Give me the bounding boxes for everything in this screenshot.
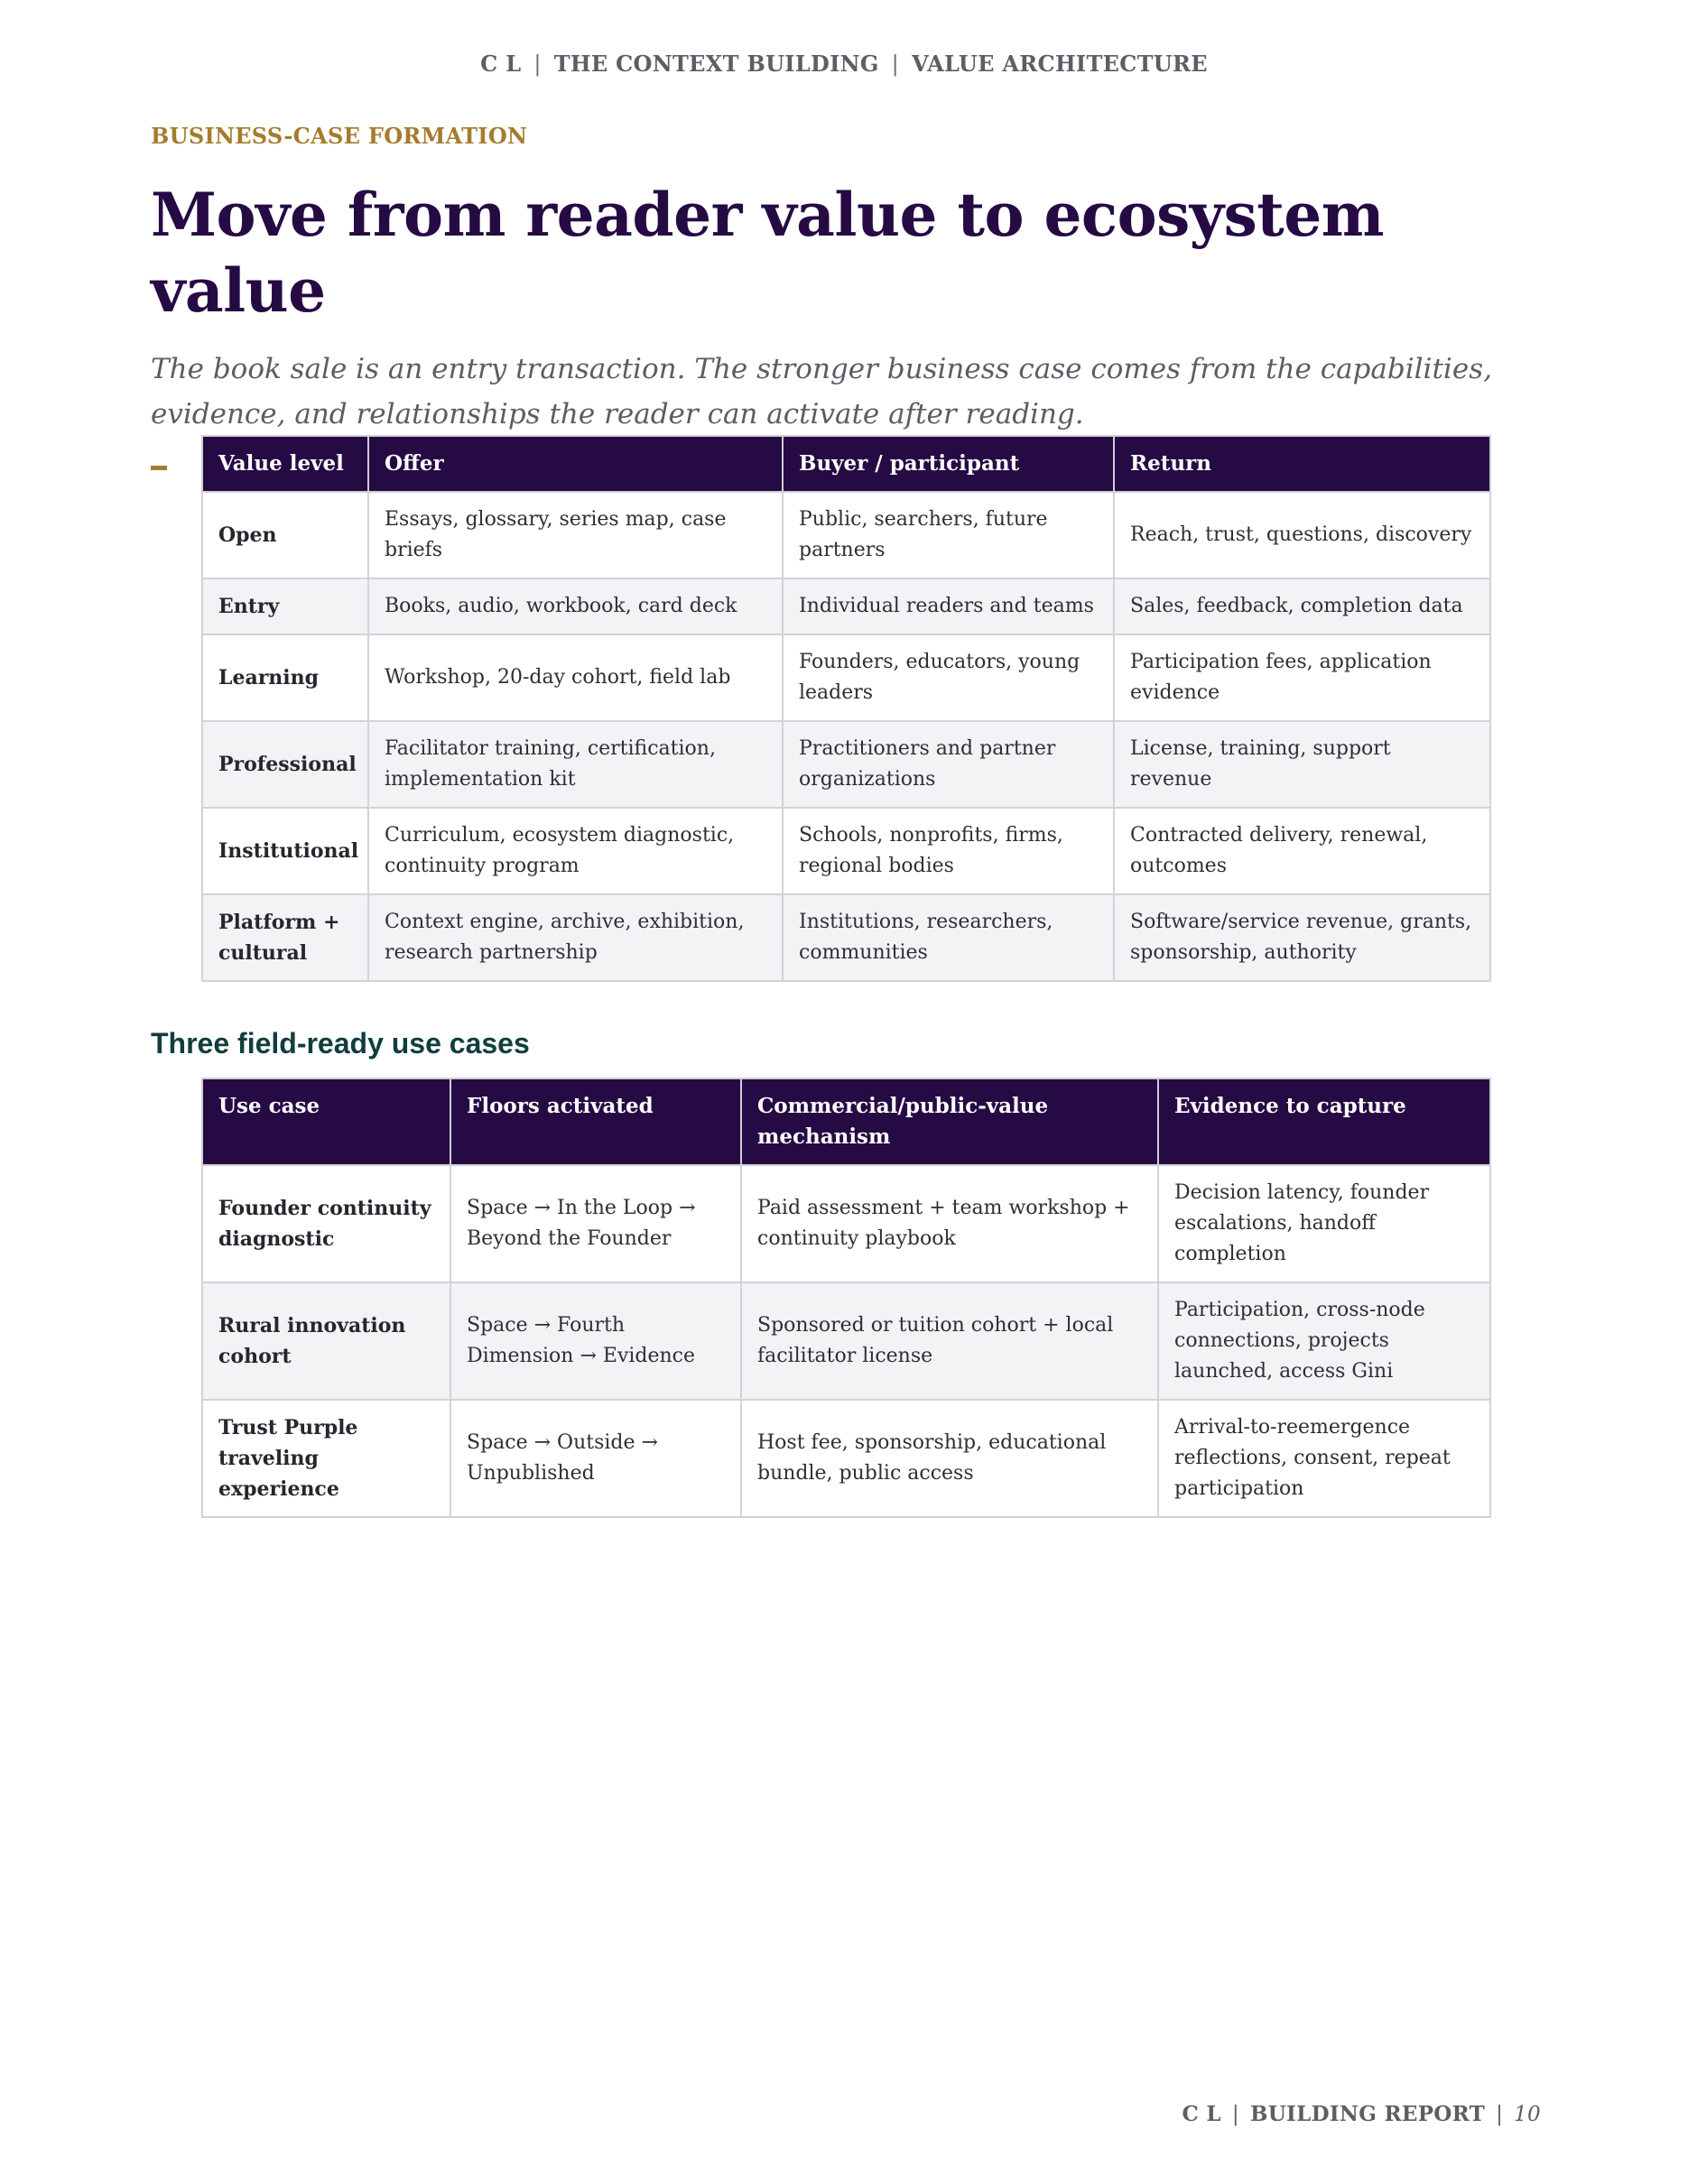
return-cell: Software/service revenue, grants, sponsorship, authority: [1114, 894, 1490, 981]
footer-report: BUILDING REPORT: [1249, 2102, 1486, 2126]
buyer-cell: Practitioners and partner organizations: [783, 721, 1114, 808]
table-row: [202, 808, 1490, 894]
column-header: Commercial/public-value mechanism: [741, 1078, 1158, 1165]
table-header-row: [202, 1078, 1490, 1165]
return-cell: Participation fees, application evidence: [1114, 634, 1490, 721]
offer-cell: Books, audio, workbook, card deck: [368, 578, 783, 634]
offer-cell: Context engine, archive, exhibition, research partnership: [368, 894, 783, 981]
header-initials: C L: [480, 51, 522, 77]
header-separator: |: [891, 51, 900, 77]
evidence-cell: Arrival-to-reemergence reflections, consent, repeat participation: [1158, 1400, 1490, 1517]
offer-cell: Facilitator training, certification, implementation kit: [368, 721, 783, 808]
use-case-cell: Founder continuity diagnostic: [202, 1165, 450, 1282]
table-header-row: [202, 436, 1490, 492]
header-section: THE CONTEXT BUILDING: [553, 51, 879, 77]
accent-rule: [151, 466, 167, 470]
value-level-cell: Learning: [202, 634, 368, 721]
column-header: Buyer / participant: [783, 436, 1114, 492]
buyer-cell: Founders, educators, young leaders: [783, 634, 1114, 721]
column-header: Floors activated: [450, 1078, 741, 1165]
return-cell: Sales, feedback, completion data: [1114, 578, 1490, 634]
page-subtitle: The book sale is an entry transaction. The stronger business case comes from the capabilities, evidence, and relationships the reader can activate after reading.: [151, 353, 1492, 430]
buyer-cell: Institutions, researchers, communities: [783, 894, 1114, 981]
offer-cell: Essays, glossary, series map, case briefs: [368, 492, 783, 578]
column-header: Offer: [368, 436, 783, 492]
value-level-cell: Institutional: [202, 808, 368, 894]
buyer-cell: Individual readers and teams: [783, 578, 1114, 634]
buyer-cell: Public, searchers, future partners: [783, 492, 1114, 578]
floors-cell: Space → In the Loop → Beyond the Founder: [450, 1165, 741, 1282]
column-header: Value level: [202, 436, 368, 492]
table-row: [202, 578, 1490, 634]
return-cell: Contracted delivery, renewal, outcomes: [1114, 808, 1490, 894]
table-row: [202, 1165, 1490, 1282]
value-level-cell: Entry: [202, 578, 368, 634]
buyer-cell: Schools, nonprofits, firms, regional bodies: [783, 808, 1114, 894]
header-chapter: VALUE ARCHITECTURE: [912, 51, 1208, 77]
table-row: [202, 634, 1490, 721]
column-header: Return: [1114, 436, 1490, 492]
running-header: [0, 51, 1688, 77]
evidence-cell: Participation, cross-node connections, projects launched, access Gini: [1158, 1282, 1490, 1400]
value-level-cell: Platform + cultural: [202, 894, 368, 981]
header-separator: |: [533, 51, 542, 77]
table-row: [202, 1400, 1490, 1517]
mechanism-cell: Host fee, sponsorship, educational bundle, public access: [741, 1400, 1158, 1517]
floors-cell: Space → Fourth Dimension → Evidence: [450, 1282, 741, 1400]
table-row: [202, 721, 1490, 808]
footer-separator: |: [1496, 2103, 1504, 2126]
table-row: [202, 1282, 1490, 1400]
page-number: 10: [1514, 2103, 1541, 2126]
column-header: Use case: [202, 1078, 450, 1165]
value-levels-table: [201, 435, 1491, 982]
offer-cell: Curriculum, ecosystem diagnostic, continuity program: [368, 808, 783, 894]
footer-separator: |: [1231, 2103, 1239, 2126]
return-cell: Reach, trust, questions, discovery: [1114, 492, 1490, 578]
value-level-cell: Open: [202, 492, 368, 578]
column-header: Evidence to capture: [1158, 1078, 1490, 1165]
table-row: [202, 492, 1490, 578]
floors-cell: Space → Outside → Unpublished: [450, 1400, 741, 1517]
footer-initials: C L: [1182, 2102, 1221, 2126]
page-title: Move from reader value to ecosystem value: [151, 180, 1385, 326]
section-heading: Three field-ready use cases: [151, 1027, 530, 1060]
table-row: [202, 894, 1490, 981]
mechanism-cell: Paid assessment + team workshop + continuity playbook: [741, 1165, 1158, 1282]
evidence-cell: Decision latency, founder escalations, handoff completion: [1158, 1165, 1490, 1282]
use-case-cell: Trust Purple traveling experience: [202, 1400, 450, 1517]
mechanism-cell: Sponsored or tuition cohort + local facilitator license: [741, 1282, 1158, 1400]
section-kicker: BUSINESS-CASE FORMATION: [151, 123, 528, 149]
running-footer: [1183, 2102, 1542, 2126]
offer-cell: Workshop, 20-day cohort, field lab: [368, 634, 783, 721]
use-cases-table: [201, 1078, 1491, 1518]
use-case-cell: Rural innovation cohort: [202, 1282, 450, 1400]
value-level-cell: Professional: [202, 721, 368, 808]
page-intro: [151, 123, 1541, 470]
return-cell: License, training, support revenue: [1114, 721, 1490, 808]
